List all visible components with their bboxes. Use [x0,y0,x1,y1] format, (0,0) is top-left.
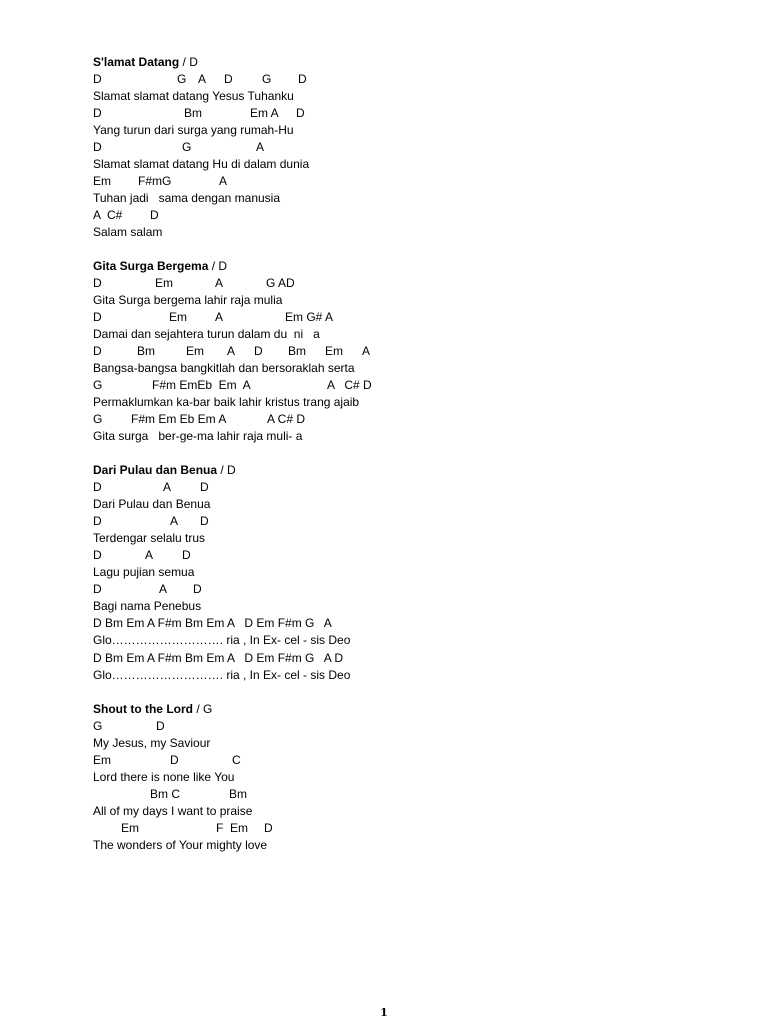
chord: Em G# A [285,310,334,325]
chord: Em [155,276,173,291]
chord-line [93,513,733,530]
chord: D [264,821,273,836]
song-title-line [93,54,733,71]
chord: A [163,480,172,495]
chord-line [93,105,733,122]
song-title: S'lamat Datang [93,55,180,69]
lyric-line: Damai dan sejahtera turun dalam du ni a [93,327,320,342]
lyric-line: Bagi nama Penebus [93,599,202,614]
lyric-line: Slamat slamat datang Hu di dalam dunia [93,157,310,172]
chord: Bm [137,344,155,359]
chord: D [224,72,233,87]
song-key: / G [192,702,213,716]
chord: A [219,174,228,189]
chord: F Em [216,821,248,836]
chord: D [200,480,209,495]
chord: D [93,310,102,325]
song-key: / D [208,259,228,273]
lyric-line: The wonders of Your mighty love [93,838,268,853]
chord: A C# D [267,412,306,427]
chord: A [362,344,371,359]
chord: C [232,753,241,768]
chord: G [262,72,272,87]
chord: D [170,753,179,768]
chord: G AD [266,276,295,291]
lyric-line: Slamat slamat datang Yesus Tuhanku [93,89,294,104]
lyric-line: Permaklumkan ka-bar baik lahir kristus trang ajaib [93,395,360,410]
chord: Bm [288,344,306,359]
chord: Em A [250,106,279,121]
chord-line [93,139,733,156]
chord: D [193,582,202,597]
chord: Em [121,821,139,836]
chord: Bm [229,787,247,802]
chord: Bm C [150,787,180,802]
chord: D [93,582,102,597]
chord: F#m EmEb Em A [152,378,251,393]
chord-line [93,786,733,803]
chord: Bm [184,106,202,121]
lyric-line: Bangsa-bangsa bangkitlah dan bersoraklah serta [93,361,355,376]
chord-line [93,411,733,428]
chord-line [93,718,733,735]
chord: F#m Em Eb Em A [131,412,227,427]
lyric-line: Glo………………………. ria , In Ex- cel - sis Deo [93,633,351,648]
chord: D [156,719,165,734]
song-shout-to-the-lord [93,701,733,854]
song-slamat-datang [93,54,733,242]
chord: D [93,480,102,495]
chord: G [93,719,103,734]
chord-line [93,377,733,394]
chord-line [93,309,733,326]
lyric-line: Dari Pulau dan Benua [93,497,211,512]
chord: G [93,412,103,427]
song-key: / D [217,463,236,477]
chord: A [198,72,207,87]
lyric-line: Lord there is none like You [93,770,235,785]
chord: A [159,582,168,597]
chord: Em [325,344,343,359]
chord-line [93,479,733,496]
chord-line [93,207,733,224]
chord: G [177,72,187,87]
song-title: Gita Surga Bergema [93,259,209,273]
lyric-line: Terdengar selalu trus [93,531,206,546]
chord: D [93,548,102,563]
chord-progression-line: D Bm Em A F#m Bm Em A D Em F#m G A [93,616,332,631]
chord-line [93,275,733,292]
lyric-line: All of my days I want to praise [93,804,253,819]
song-dari-pulau-dan-benua [93,462,733,684]
chord-progression-line: D Bm Em A F#m Bm Em A D Em F#m G A D [93,650,344,665]
page-number: 1 [380,1006,388,1019]
lyric-line: Salam salam [93,225,163,240]
song-title-line [93,258,733,275]
chord-line [93,343,733,360]
chord-line [93,547,733,564]
song-title: Dari Pulau dan Benua [93,463,218,477]
chord-line [93,752,733,769]
chord: D [296,106,305,121]
song-title-line [93,701,733,718]
chord: G [182,140,192,155]
lyric-line: Lagu pujian semua [93,565,195,580]
chord: Em [93,174,111,189]
lyric-line: Glo………………………. ria , In Ex- cel - sis Deo [93,667,351,682]
lyric-line: Yang turun dari surga yang rumah-Hu [93,123,294,138]
chord-line [93,173,733,190]
chord: D [93,344,102,359]
chord: A [227,344,236,359]
song-key: / D [179,55,198,69]
chord: D [93,276,102,291]
chord: A [215,310,224,325]
chord-line [93,581,733,598]
chord: F#mG [138,174,172,189]
lyric-line: My Jesus, my Saviour [93,736,211,751]
chord: Em [93,753,111,768]
song-title: Shout to the Lord [93,702,193,716]
chord: D [93,72,102,87]
chord: D [182,548,191,563]
lyric-line: Tuhan jadi sama dengan manusia [93,191,281,206]
chord: D [200,514,209,529]
chord: D [93,106,102,121]
chord: D [254,344,263,359]
chord: D [298,72,307,87]
chord: D [93,140,102,155]
song-title-line [93,462,733,479]
chord: Em [186,344,204,359]
chord: A C# D [327,378,372,393]
chord: A [170,514,179,529]
lyric-line: Gita surga ber-ge-ma lahir raja muli- a [93,429,303,444]
chord-line [93,820,733,837]
lyric-line: Gita Surga bergema lahir raja mulia [93,293,283,308]
chord: G [93,378,103,393]
chord: A [256,140,265,155]
chord-line [93,71,733,88]
chord: A C# [93,208,123,223]
chord: Em [169,310,187,325]
chord: D [93,514,102,529]
song-gita-surga-bergema [93,258,733,446]
chord: A [145,548,154,563]
chord: A [215,276,224,291]
chord: D [150,208,159,223]
